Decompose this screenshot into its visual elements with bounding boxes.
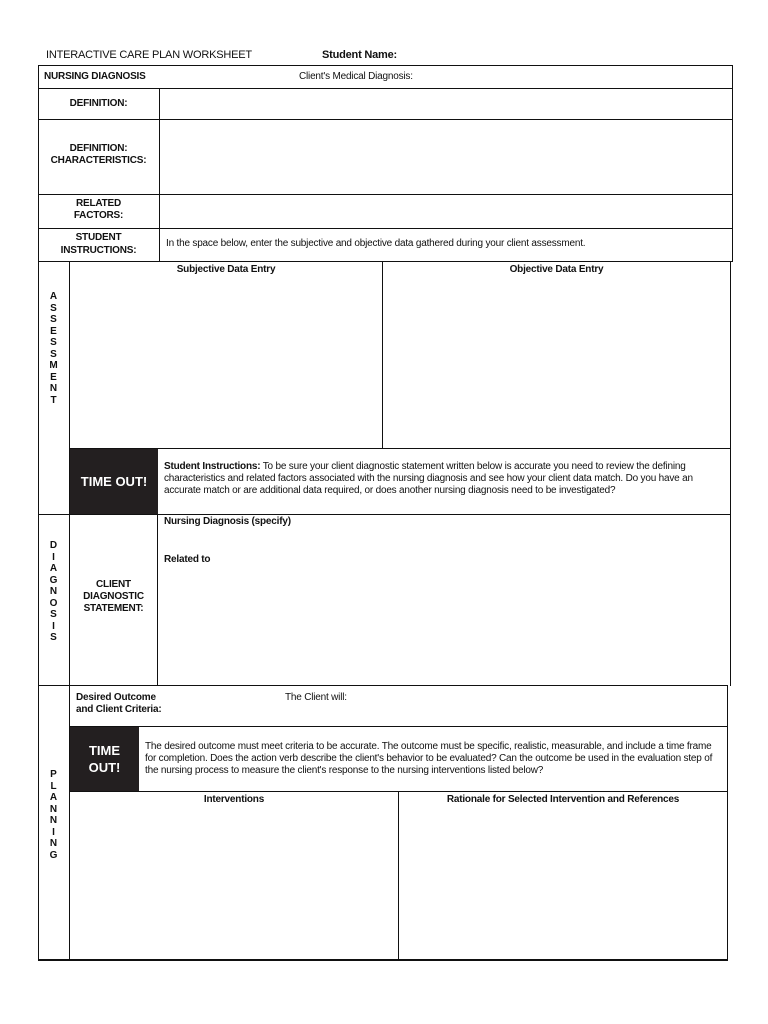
- subjective-data-header: Subjective Data Entry: [176, 264, 276, 275]
- desired-outcome-label-2: and Client Criteria:: [76, 704, 162, 715]
- client-will-label: The Client will:: [285, 692, 347, 703]
- definition-field[interactable]: [161, 90, 731, 118]
- planning-timeout-badge: TIME OUT!: [70, 727, 139, 791]
- objective-data-header: Objective Data Entry: [509, 264, 604, 275]
- planning-side-label: P L A N N I N G: [49, 769, 58, 861]
- rationale-header: Rationale for Selected Intervention and References: [446, 794, 680, 805]
- medical-diagnosis-label: Client's Medical Diagnosis:: [299, 71, 413, 82]
- interventions-header: Interventions: [203, 794, 265, 805]
- planning-timeout-text: The desired outcome must meet criteria to be accurate. The outcome must be specific, realistic, measurable, and include a time frame for completion. Does the action verb describe the client's behavior to be evaluated? Can the outcome be used in the evaluation step of the nursing process to measure the client's response to the nursing interventions listed below?: [145, 741, 713, 776]
- client-diagnostic-label-2: DIAGNOSTIC: [83, 591, 144, 602]
- related-factors-label-1: RELATED: [75, 198, 122, 209]
- student-instructions-text: In the space below, enter the subjective and objective data gathered during your client assessment.: [166, 238, 586, 249]
- nursing-diagnosis-specify-field[interactable]: [300, 516, 728, 546]
- related-factors-field[interactable]: [161, 196, 731, 227]
- related-factors-label-2: FACTORS:: [73, 210, 124, 221]
- objective-data-field[interactable]: [384, 278, 728, 446]
- related-to-label: Related to: [164, 554, 211, 565]
- worksheet-title: INTERACTIVE CARE PLAN WORKSHEET: [46, 49, 252, 61]
- interventions-field[interactable]: [71, 808, 396, 958]
- student-instructions-label-1: STUDENT: [75, 232, 122, 243]
- client-will-field[interactable]: [355, 688, 725, 724]
- nursing-diagnosis-label: NURSING DIAGNOSIS: [44, 71, 146, 82]
- definition-characteristics-label-1: DEFINITION:: [69, 143, 128, 154]
- student-instructions-label-2: INSTRUCTIONS:: [60, 245, 137, 256]
- assessment-side-label: A S S E S S M E N T: [49, 291, 58, 406]
- top-table-border: [38, 65, 733, 66]
- diagnosis-side-label: D I A G N O S I S: [49, 540, 58, 643]
- definition-label: DEFINITION:: [69, 98, 128, 109]
- timeout-badge: TIME OUT!: [70, 449, 158, 514]
- subjective-data-field[interactable]: [71, 278, 380, 446]
- nursing-diagnosis-specify-label: Nursing Diagnosis (specify): [164, 516, 291, 527]
- definition-characteristics-label-2: CHARACTERISTICS:: [50, 155, 147, 166]
- related-to-field[interactable]: [222, 552, 728, 682]
- timeout-instructions: Student Instructions: To be sure your client diagnostic statement written below is accurate you need to review the defining characteristics and related factors associated with the nursing diagnosis and see how your client data match. Do you have an accurate match or are additional data required, or does another nursing diagnosis need to be investigated?: [164, 461, 693, 496]
- definition-characteristics-field[interactable]: [161, 121, 731, 193]
- student-name-label: Student Name:: [322, 49, 398, 61]
- rationale-field[interactable]: [400, 808, 725, 958]
- desired-outcome-label-1: Desired Outcome: [76, 692, 156, 703]
- client-diagnostic-label-3: STATEMENT:: [83, 603, 144, 614]
- medical-diagnosis-field[interactable]: [425, 67, 730, 87]
- client-diagnostic-label-1: CLIENT: [96, 579, 131, 590]
